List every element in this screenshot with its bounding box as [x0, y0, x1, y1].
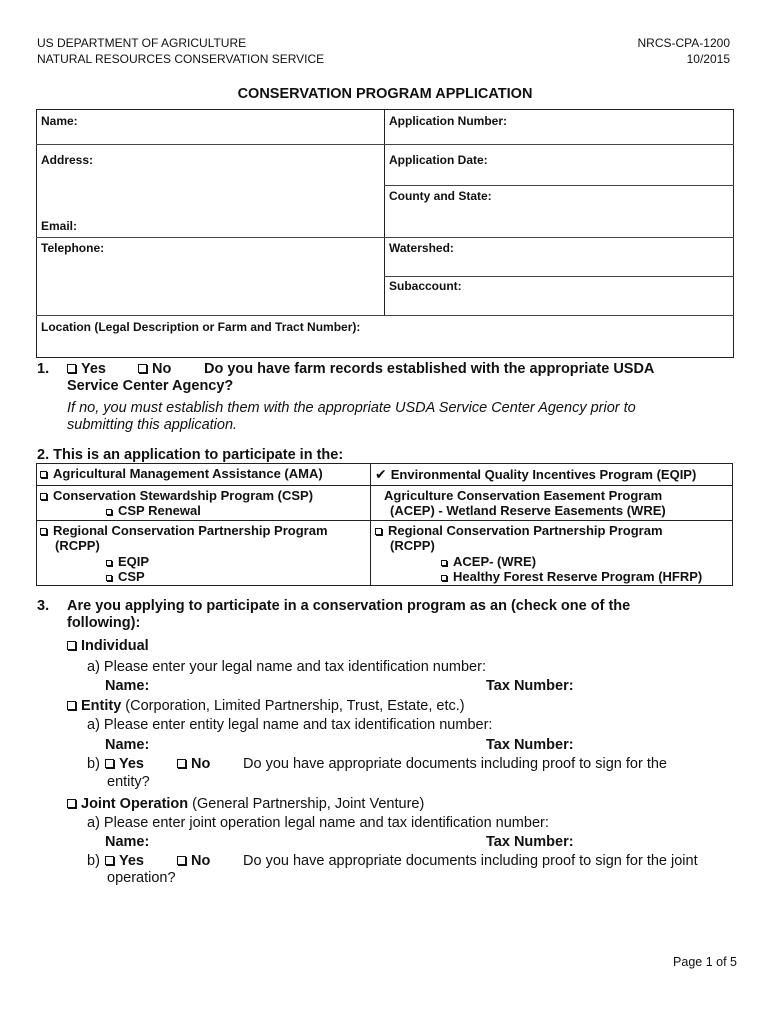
joint-yes-label: Yes — [119, 853, 144, 869]
program-acep-line2: (ACEP) - Wetland Reserve Easements (WRE) — [390, 503, 666, 518]
joint-b-marker: b) — [87, 853, 100, 869]
individual-label: Individual — [81, 638, 149, 654]
eqip-label: Environmental Quality Incentives Program (EQIP) — [390, 467, 697, 482]
entity-name-label: Name: — [105, 737, 150, 753]
question-3-text-line2: following): — [67, 615, 141, 631]
entity-prompt: a) Please enter entity legal name and tax identification number: — [87, 717, 493, 733]
csp-renewal-label: CSP Renewal — [118, 503, 201, 518]
individual-prompt: a) Please enter your legal name and tax identification number: — [87, 659, 486, 675]
program-csp-renewal — [106, 503, 201, 519]
question-1-note-line2: submitting this application. — [67, 417, 238, 433]
q1-no-checkbox[interactable] — [138, 364, 147, 373]
rcpp-hfrp-label: Healthy Forest Reserve Program (HFRP) — [453, 569, 703, 584]
county-state-label: County and State: — [389, 189, 492, 203]
divider-location — [36, 315, 734, 316]
program-rcpp-left — [40, 523, 328, 539]
name-field-label: Name: — [41, 114, 78, 128]
location-label: Location (Legal Description or Farm and Tract Number): — [41, 320, 361, 334]
individual-tax-label: Tax Number: — [486, 678, 574, 694]
applicant-box-divider — [384, 109, 385, 315]
question-1-yes — [67, 360, 106, 378]
program-row-divider-1 — [36, 485, 733, 486]
form-number: NRCS-CPA-1200 — [637, 36, 730, 50]
divider-county — [384, 237, 734, 238]
joint-yes — [105, 852, 144, 870]
question-1-text-line2: Service Center Agency? — [67, 378, 234, 394]
agency-line-2: NATURAL RESOURCES CONSERVATION SERVICE — [37, 52, 325, 66]
question-3-number: 3. — [37, 598, 50, 614]
entity-question-line1: Do you have appropriate documents including proof to sign for the — [243, 756, 667, 772]
joint-no-checkbox[interactable] — [177, 856, 186, 865]
entity-no — [177, 755, 210, 773]
program-rcpp-acep — [441, 554, 536, 570]
email-label: Email: — [41, 219, 78, 233]
option-joint-operation — [67, 795, 424, 813]
rcpp-acep-label: ACEP- (WRE) — [453, 554, 537, 569]
q1-no-label: No — [152, 361, 172, 377]
entity-yes — [105, 755, 144, 773]
application-number-label: Application Number: — [389, 114, 508, 128]
joint-question-line2: operation? — [107, 870, 176, 886]
divider-date — [384, 185, 734, 186]
rcpp-left-label: Regional Conservation Partnership Program — [53, 523, 328, 538]
page-number: Page 1 of 5 — [673, 955, 737, 969]
rcpp-left-checkbox[interactable] — [40, 528, 47, 535]
entity-b-marker: b) — [87, 756, 100, 772]
program-rcpp-right-line2: (RCPP) — [390, 538, 435, 553]
joint-tax-label: Tax Number: — [486, 834, 574, 850]
joint-prompt: a) Please enter joint operation legal name and tax identification number: — [87, 815, 549, 831]
divider-row1 — [36, 144, 734, 145]
individual-name-label: Name: — [105, 678, 150, 694]
rcpp-csp-checkbox[interactable] — [106, 575, 112, 581]
joint-no-label: No — [191, 853, 211, 869]
subaccount-label: Subaccount: — [389, 279, 462, 293]
entity-checkbox[interactable] — [67, 701, 76, 710]
rcpp-hfrp-checkbox[interactable] — [441, 575, 447, 581]
option-entity — [67, 697, 465, 715]
rcpp-right-checkbox[interactable] — [375, 528, 382, 535]
divider-email — [36, 237, 384, 238]
csp-renewal-checkbox[interactable] — [106, 509, 112, 515]
program-rcpp-hfrp — [441, 569, 702, 585]
program-table-divider — [370, 463, 371, 586]
q1-yes-checkbox[interactable] — [67, 364, 76, 373]
ama-checkbox[interactable] — [40, 471, 47, 478]
program-rcpp-csp — [106, 569, 145, 585]
entity-label: Entity — [81, 698, 122, 714]
program-row-divider-2 — [36, 520, 733, 521]
eqip-checkmark-icon[interactable]: ✔ — [375, 466, 387, 482]
question-1-note-line1: If no, you must establish them with the appropriate USDA Service Center Agency prior to — [67, 400, 636, 416]
divider-watershed — [384, 276, 734, 277]
question-2-heading: 2. This is an application to participate in the: — [37, 447, 344, 463]
entity-yes-checkbox[interactable] — [105, 759, 114, 768]
program-acep-line1: Agriculture Conservation Easement Program — [384, 488, 663, 503]
entity-no-label: No — [191, 756, 211, 772]
address-label: Address: — [41, 153, 94, 167]
program-eqip — [375, 466, 696, 483]
joint-yes-checkbox[interactable] — [105, 856, 114, 865]
form-title: CONSERVATION PROGRAM APPLICATION — [237, 86, 533, 102]
program-rcpp-right — [375, 523, 663, 539]
rcpp-acep-checkbox[interactable] — [441, 560, 447, 566]
entity-question-line2: entity? — [107, 774, 150, 790]
question-1-number: 1. — [37, 361, 50, 377]
program-ama — [40, 466, 323, 482]
rcpp-eqip-checkbox[interactable] — [106, 560, 112, 566]
program-rcpp-left-line2: (RCPP) — [55, 538, 100, 553]
csp-label: Conservation Stewardship Program (CSP) — [53, 488, 314, 503]
form-date: 10/2015 — [686, 52, 730, 66]
joint-question-line1: Do you have appropriate documents including proof to sign for the joint — [243, 853, 698, 869]
joint-operation-checkbox[interactable] — [67, 799, 76, 808]
individual-checkbox[interactable] — [67, 641, 76, 650]
joint-no — [177, 852, 210, 870]
option-individual — [67, 637, 149, 655]
entity-yes-label: Yes — [119, 756, 144, 772]
program-csp — [40, 488, 313, 504]
question-3-text-line1: Are you applying to participate in a conservation program as an (check one of the — [67, 598, 631, 614]
csp-checkbox[interactable] — [40, 493, 47, 500]
agency-line-1: US DEPARTMENT OF AGRICULTURE — [37, 36, 247, 50]
question-1-no — [138, 360, 171, 378]
joint-name-label: Name: — [105, 834, 150, 850]
entity-tax-label: Tax Number: — [486, 737, 574, 753]
rcpp-right-label: Regional Conservation Partnership Program — [388, 523, 663, 538]
application-date-label: Application Date: — [389, 153, 488, 167]
rcpp-csp-label: CSP — [118, 569, 145, 584]
entity-no-checkbox[interactable] — [177, 759, 186, 768]
joint-operation-label: Joint Operation — [81, 796, 189, 812]
watershed-label: Watershed: — [389, 241, 454, 255]
ama-label: Agricultural Management Assistance (AMA) — [53, 466, 323, 481]
q1-yes-label: Yes — [81, 361, 106, 377]
joint-operation-desc: (General Partnership, Joint Venture) — [188, 796, 425, 812]
program-rcpp-eqip — [106, 554, 149, 570]
telephone-label: Telephone: — [41, 241, 105, 255]
rcpp-eqip-label: EQIP — [118, 554, 150, 569]
entity-desc: (Corporation, Limited Partnership, Trust, Estate, etc.) — [121, 698, 465, 714]
question-1-text-line1: Do you have farm records established with the appropriate USDA — [204, 361, 655, 377]
